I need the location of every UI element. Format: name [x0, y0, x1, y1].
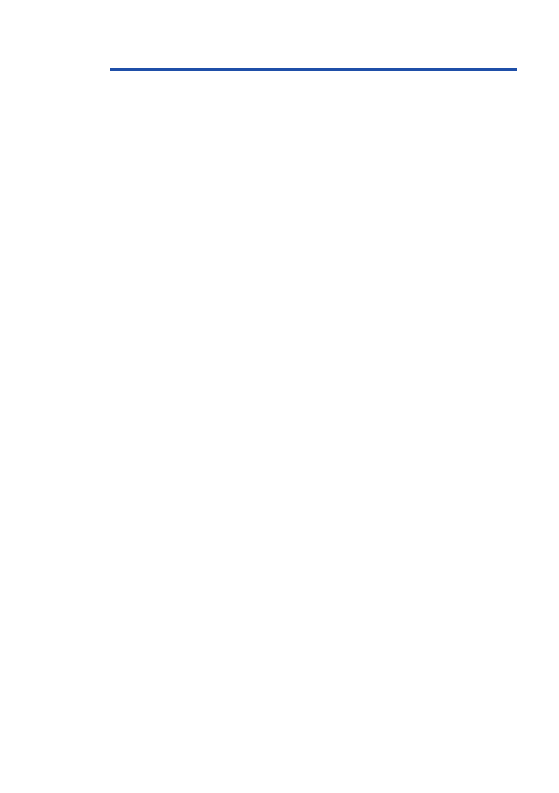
header-rule: [110, 68, 517, 71]
